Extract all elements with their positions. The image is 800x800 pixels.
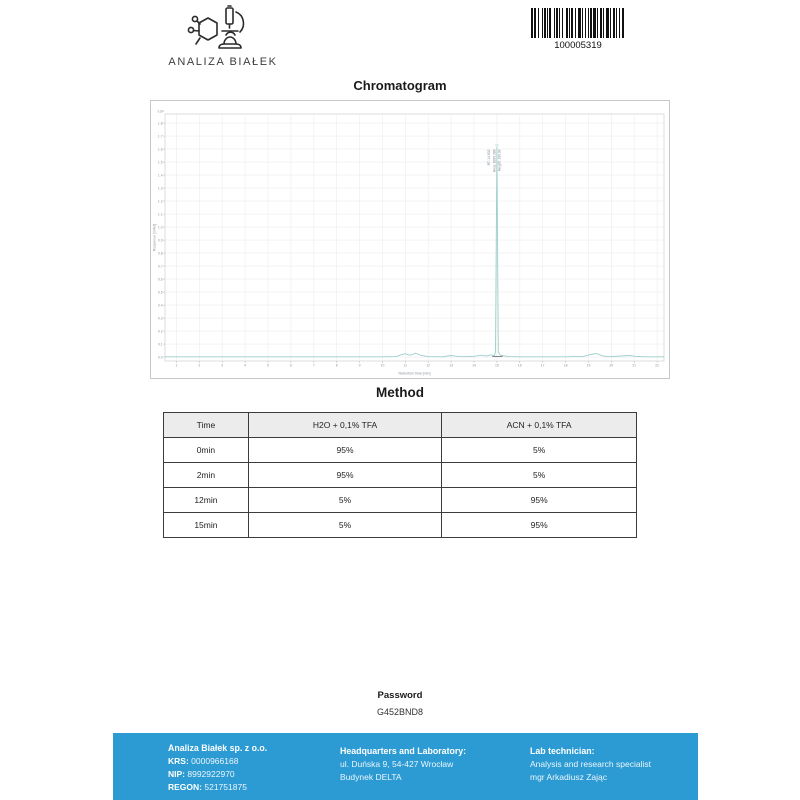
method-table-header	[164, 413, 637, 438]
barcode-icon	[531, 8, 625, 38]
svg-text:0.6: 0.6	[157, 277, 163, 282]
svg-text:13: 13	[449, 363, 453, 368]
method-section-title: Method	[376, 385, 424, 400]
barcode-block	[528, 8, 628, 51]
nip-label: NIP:	[168, 768, 185, 779]
company-name: Analiza Białek sp. z o.o.	[168, 743, 268, 753]
chromatogram-plot	[151, 101, 669, 378]
svg-text:8: 8	[335, 363, 338, 368]
svg-text:10: 10	[380, 363, 385, 368]
svg-text:RT: 14.932: RT: 14.932	[487, 149, 492, 166]
table-header-cell: Time	[164, 413, 249, 438]
chromatogram-chart	[150, 100, 670, 379]
svg-text:4: 4	[244, 363, 247, 368]
regon-label: REGON:	[168, 781, 202, 792]
svg-text:1.8: 1.8	[157, 121, 163, 126]
barcode-number: 100005319	[554, 40, 602, 51]
svg-text:19: 19	[586, 363, 591, 368]
footer-technician	[530, 745, 690, 800]
table-cell: 95%	[248, 463, 441, 488]
table-header-cell: ACN + 0,1% TFA	[442, 413, 637, 438]
footer	[113, 733, 698, 800]
table-row	[164, 488, 637, 513]
logo-block	[158, 4, 288, 68]
svg-text:x10¹: x10¹	[157, 109, 164, 114]
password-value: G452BND8	[376, 707, 424, 717]
table-cell: 95%	[248, 438, 441, 463]
svg-text:1: 1	[175, 363, 178, 368]
krs-value: 0000966168	[191, 756, 239, 767]
svg-text:12: 12	[426, 363, 431, 368]
svg-text:2: 2	[198, 363, 201, 368]
svg-text:6: 6	[289, 363, 292, 368]
regon-value: 521751875	[204, 781, 247, 792]
footer-company	[168, 742, 318, 800]
table-cell: 0min	[164, 438, 249, 463]
svg-text:Response [mAU]: Response [mAU]	[152, 223, 157, 252]
svg-text:3: 3	[221, 363, 224, 368]
headquarters-building: Budynek DELTA	[340, 771, 402, 782]
technician-name: mgr Arkadiusz Zając	[530, 771, 607, 782]
svg-text:21: 21	[632, 363, 637, 368]
method-table-body	[164, 438, 637, 538]
company-nip	[168, 768, 318, 781]
table-cell: 2min	[164, 463, 249, 488]
svg-text:14: 14	[472, 363, 476, 368]
svg-text:0.0: 0.0	[157, 355, 163, 360]
technician-role: Analysis and research specialist	[530, 759, 651, 770]
headquarters-title: Headquarters and Laboratory:	[340, 746, 467, 756]
table-cell: 5%	[248, 513, 441, 538]
chromatogram-section-title: Chromatogram	[353, 78, 447, 93]
svg-text:0.8: 0.8	[157, 251, 163, 256]
table-row	[164, 513, 637, 538]
svg-text:1.3: 1.3	[157, 186, 163, 191]
table-header-row	[164, 413, 637, 438]
svg-text:5: 5	[267, 363, 269, 368]
logo-text: ANALIZA BIAŁEK	[168, 56, 278, 68]
svg-text:1.5: 1.5	[157, 160, 163, 165]
table-cell: 5%	[442, 463, 637, 488]
svg-text:Retention time [min]: Retention time [min]	[398, 371, 431, 376]
nip-value: 8992922970	[187, 768, 235, 779]
svg-text:20: 20	[609, 363, 614, 368]
svg-text:1.2: 1.2	[157, 199, 163, 204]
svg-text:1.0: 1.0	[157, 225, 163, 230]
technician-title: Lab technician:	[530, 746, 595, 756]
microscope-molecule-icon	[178, 4, 268, 54]
svg-text:1.6: 1.6	[157, 147, 163, 152]
svg-text:15: 15	[495, 363, 499, 368]
table-cell: 15min	[164, 513, 249, 538]
table-cell: 5%	[442, 438, 637, 463]
svg-text:0.5: 0.5	[157, 290, 163, 295]
krs-label: KRS:	[168, 756, 189, 767]
svg-text:0.1: 0.1	[157, 342, 163, 347]
password-block	[0, 690, 800, 717]
svg-text:0.2: 0.2	[157, 329, 163, 334]
table-cell: 12min	[164, 488, 249, 513]
headquarters-address: ul. Duńska 9, 54-427 Wrocław	[340, 759, 454, 770]
svg-text:9: 9	[358, 363, 361, 368]
svg-text:16: 16	[517, 363, 522, 368]
svg-text:18: 18	[563, 363, 568, 368]
company-regon	[168, 781, 318, 794]
svg-text:1.1: 1.1	[157, 212, 163, 217]
svg-text:1.4: 1.4	[157, 173, 163, 178]
table-header-cell: H2O + 0,1% TFA	[248, 413, 441, 438]
table-cell: 95%	[442, 488, 637, 513]
svg-text:Area: 8290.386: Area: 8290.386	[492, 149, 497, 173]
svg-text:0.3: 0.3	[157, 316, 163, 321]
method-table	[163, 412, 637, 538]
svg-text:0.9: 0.9	[157, 238, 163, 243]
company-krs	[168, 755, 318, 768]
svg-text:22: 22	[655, 363, 659, 368]
table-row	[164, 463, 637, 488]
svg-text:11: 11	[403, 363, 408, 368]
svg-text:0.7: 0.7	[157, 264, 163, 269]
footer-headquarters	[340, 745, 505, 800]
password-label: Password	[377, 690, 423, 701]
svg-text:0.4: 0.4	[157, 303, 163, 308]
table-cell: 5%	[248, 488, 441, 513]
svg-text:7: 7	[312, 363, 315, 368]
table-row	[164, 438, 637, 463]
svg-text:1.7: 1.7	[157, 134, 163, 139]
table-cell: 95%	[442, 513, 637, 538]
svg-text:17: 17	[540, 363, 545, 368]
svg-text:Height: 160.03: Height: 160.03	[497, 149, 502, 171]
